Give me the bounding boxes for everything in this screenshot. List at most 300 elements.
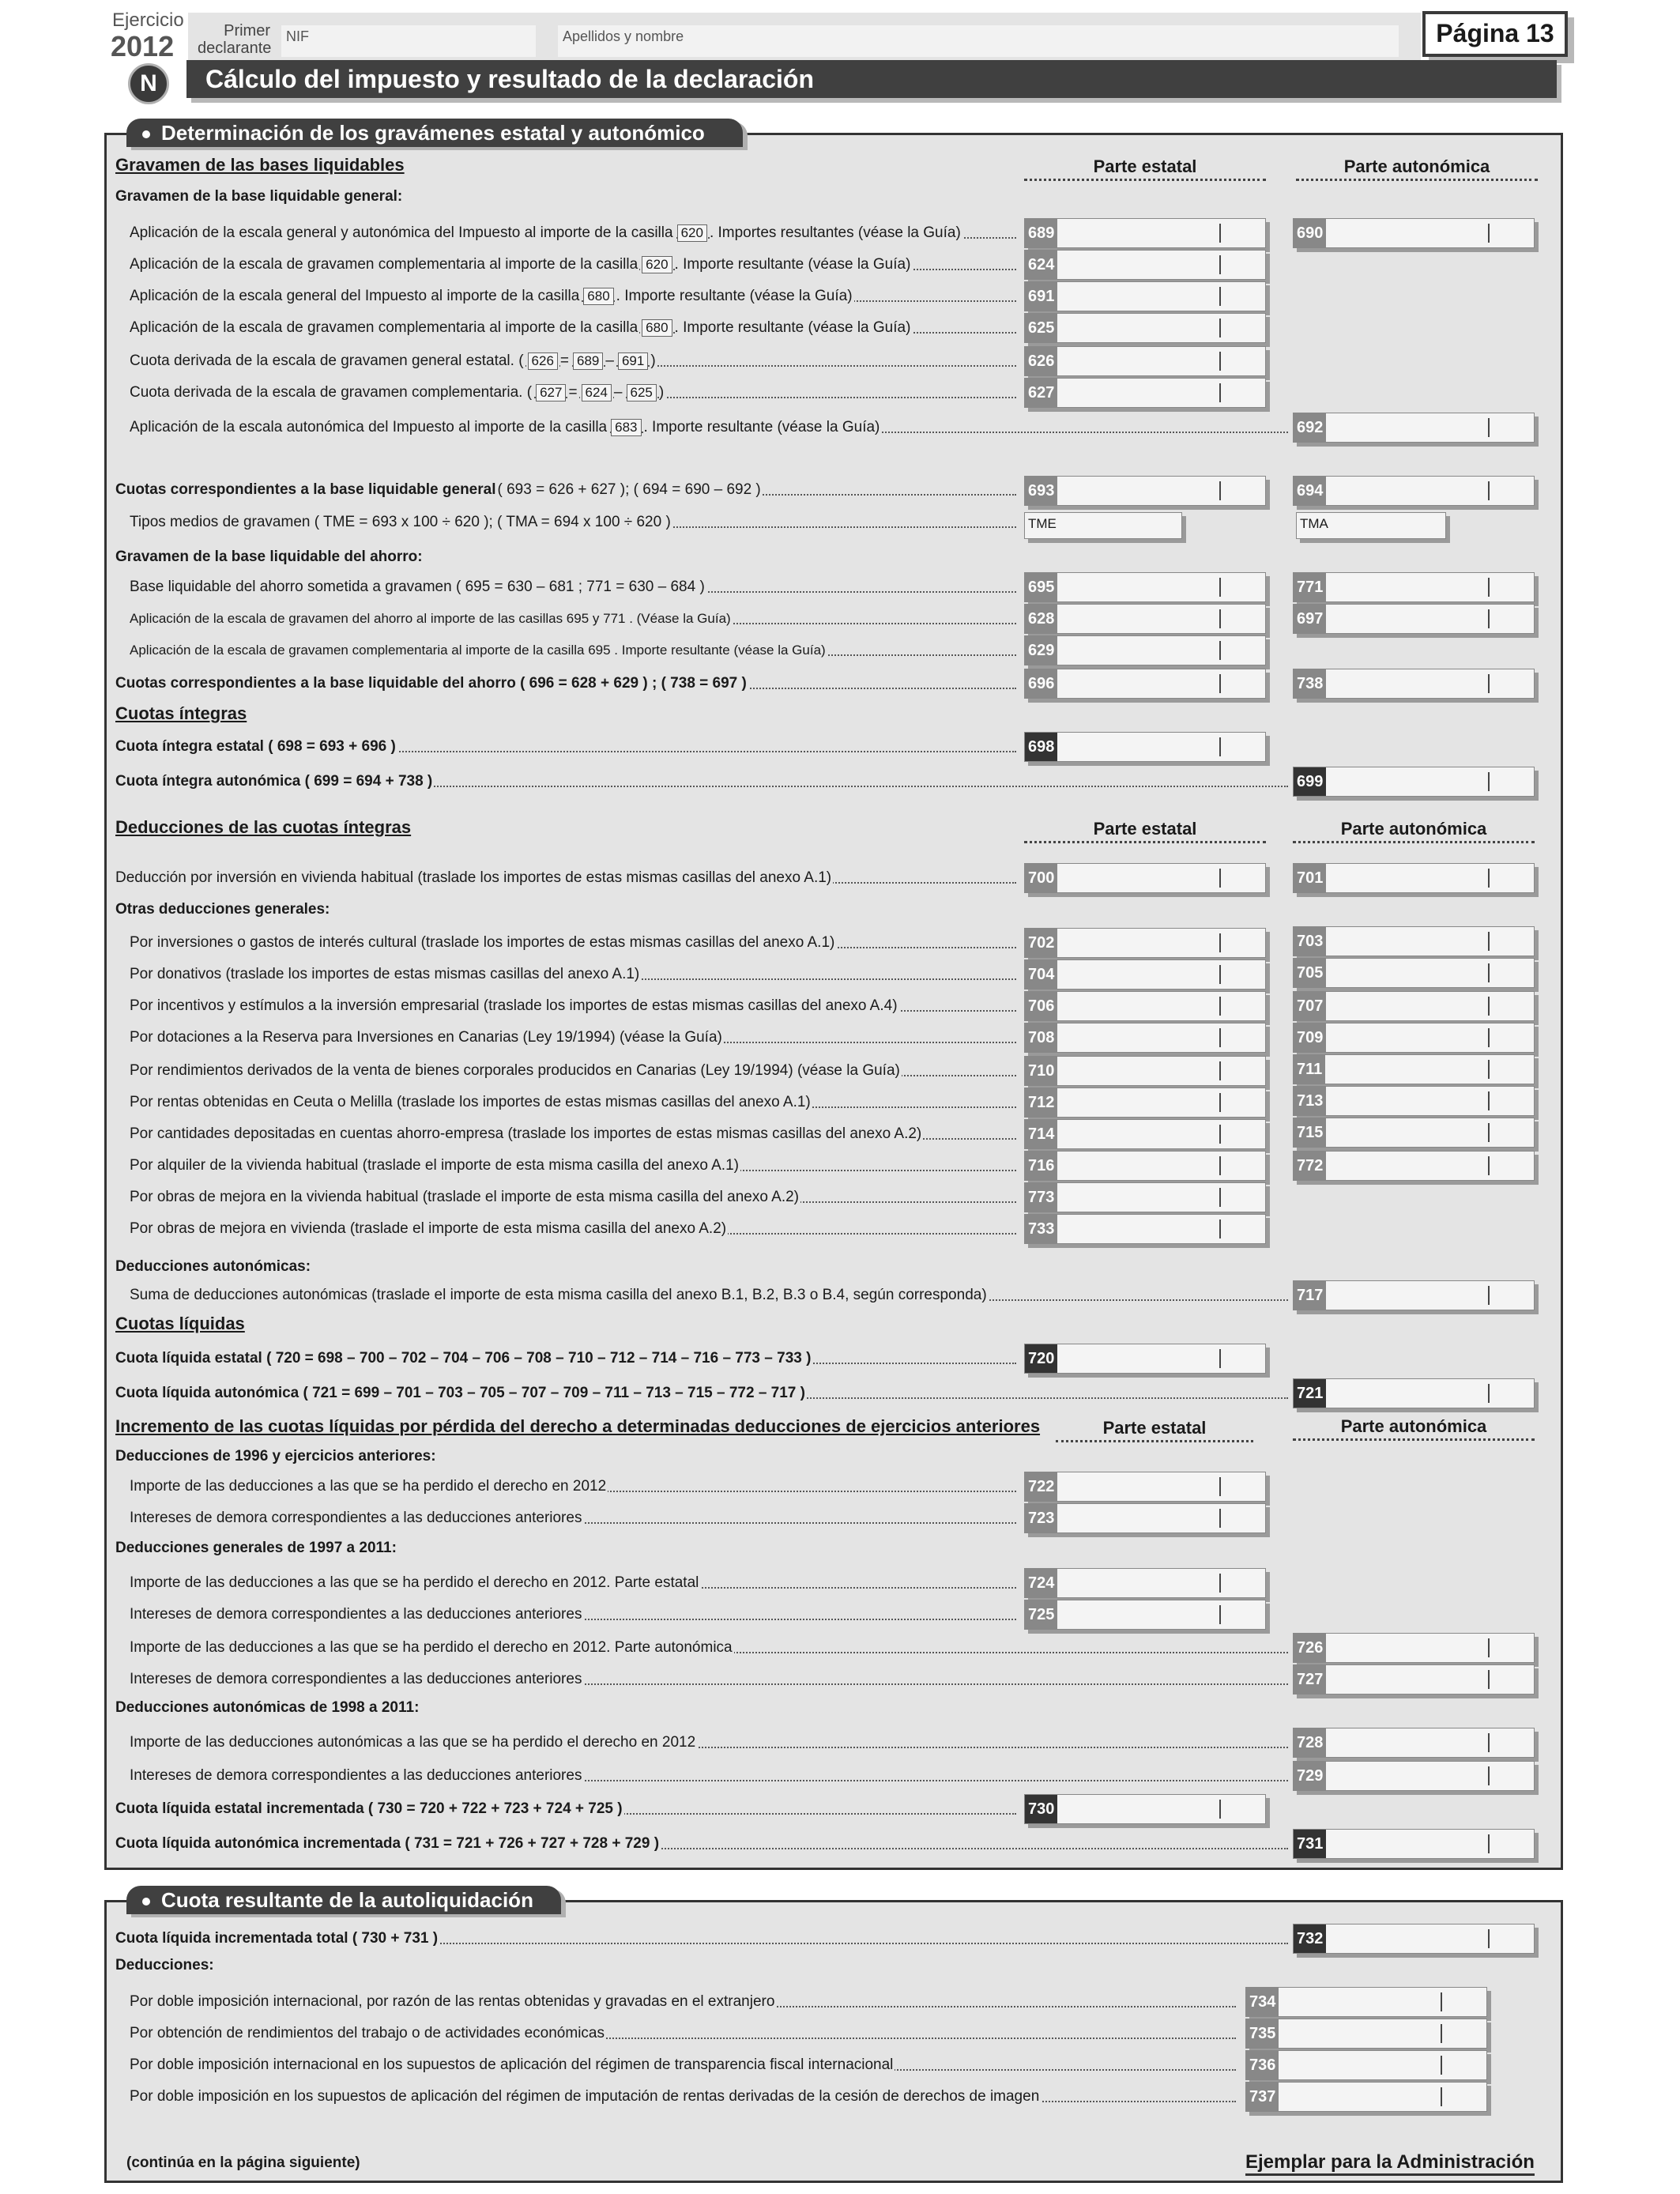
deduccion-vivienda-text: Deducción por inversión en vivienda habitual (traslade los importes de estas mismas casillas del anexo A.1) <box>115 869 832 886</box>
casilla-701-number: 701 <box>1294 864 1326 892</box>
casilla-692[interactable] <box>1293 413 1535 443</box>
casilla-690[interactable] <box>1293 218 1535 248</box>
casilla-726[interactable] <box>1293 1633 1535 1663</box>
decimal-separator <box>1488 1060 1490 1079</box>
otras-line-9-text: Por obras de mejora en la vivienda habitual (traslade el importe de esta misma casilla del anexo A.2) <box>130 1189 800 1205</box>
casilla-703[interactable] <box>1293 926 1535 956</box>
decimal-separator <box>1219 578 1221 597</box>
decimal-separator <box>1219 287 1221 306</box>
casilla-693-number: 693 <box>1025 477 1057 505</box>
casilla-736-number: 736 <box>1246 2051 1279 2079</box>
casilla-706-number: 706 <box>1025 992 1057 1020</box>
decimal-separator <box>1219 481 1221 500</box>
casilla-730-number: 730 <box>1025 1795 1057 1823</box>
cuotas-general-text: Cuotas correspondientes a la base liquidable general <box>115 481 496 498</box>
ahorro-line-2-text: Aplicación de la escala de gravamen del ahorro al importe de las casillas 695 y 771 . (Véase la Guía) <box>130 611 731 626</box>
casilla-694-number: 694 <box>1294 477 1326 505</box>
decimal-separator <box>1219 965 1221 984</box>
casilla-698[interactable] <box>1024 732 1266 762</box>
sec2-line-4-text: Por doble imposición en los supuestos de aplicación del régimen de imputación de rentas derivadas de la cesión de derechos de imagen <box>130 2088 1040 2105</box>
general-line-5 <box>130 351 1016 371</box>
ded-1997-line-4 <box>130 1669 1288 1690</box>
ded-1997-line-3 <box>130 1638 1288 1658</box>
apellidos-field[interactable]: Apellidos y nombre <box>558 25 1399 57</box>
casilla-629[interactable] <box>1024 635 1266 665</box>
otras-line-2 <box>130 964 1016 985</box>
general-line-1-ref-1: 620 <box>677 224 707 242</box>
ded-1998-heading: Deducciones autonómicas de 1998 a 2011: <box>115 1699 420 1716</box>
casilla-736[interactable] <box>1245 2050 1487 2080</box>
sec2-line-3-text: Por doble imposición internacional en los supuestos de aplicación del régimen de transparencia fiscal internacional <box>130 2056 894 2073</box>
section-gravamenes-title-text: Determinación de los gravámenes estatal y autonómico <box>161 121 705 145</box>
decimal-separator <box>1441 1992 1442 2011</box>
general-line-1-text: Aplicación de la escala general y autonómica del Impuesto al importe de la casilla <box>130 224 673 241</box>
decimal-separator <box>1219 1156 1221 1175</box>
ded-1997-line-1-text: Importe de las deducciones a las que se ha perdido el derecho en 2012. Parte estatal <box>130 1574 699 1591</box>
casilla-734[interactable] <box>1245 1987 1487 2017</box>
general-line-6-ref-4: – <box>613 384 623 401</box>
total-line <box>115 1928 1288 1949</box>
casilla-731[interactable] <box>1293 1829 1535 1859</box>
casilla-735-number: 735 <box>1246 2019 1279 2048</box>
ahorro-line-3-text: Aplicación de la escala de gravamen complementaria al importe de la casilla 695 . Importe resultante (véase la Guía) <box>130 643 826 658</box>
decimal-separator <box>1488 578 1490 597</box>
tme-field[interactable] <box>1024 512 1182 539</box>
casilla-694[interactable] <box>1293 476 1535 506</box>
cuota-liquida-estatal-text: Cuota líquida estatal ( 720 = 698 – 700 – 702 – 704 – 706 – 708 – 710 – 712 – 714 – 716 – 773 – 733 ) <box>115 1350 812 1367</box>
casilla-709[interactable] <box>1293 1023 1535 1053</box>
casilla-723[interactable] <box>1024 1503 1266 1533</box>
casilla-722-number: 722 <box>1025 1472 1057 1501</box>
decimal-separator <box>1488 418 1490 437</box>
general-line-1-tail: . Importes resultantes (véase la Guía) <box>709 224 961 241</box>
decimal-separator <box>1488 674 1490 693</box>
otras-line-10-text: Por obras de mejora en vivienda (traslade el importe de esta misma casilla del anexo A.2) <box>130 1220 727 1237</box>
decimal-separator <box>1488 963 1490 982</box>
cuota-liquida-autonomica-text: Cuota líquida autonómica ( 721 = 699 – 701 – 703 – 705 – 707 – 709 – 711 – 713 – 715 – 772 – 717 ) <box>115 1385 805 1401</box>
decimal-separator <box>1488 869 1490 888</box>
casilla-724[interactable] <box>1024 1568 1266 1598</box>
general-line-4 <box>130 318 1016 338</box>
casilla-697-number: 697 <box>1294 605 1326 633</box>
cuota-liquida-autonomica-line <box>115 1383 1288 1404</box>
casilla-716-number: 716 <box>1025 1152 1057 1180</box>
casilla-717-number: 717 <box>1294 1281 1326 1310</box>
general-line-7-tail: . Importe resultante (véase la Guía) <box>643 419 880 435</box>
ejercicio-year: 2012 <box>111 30 175 62</box>
ejercicio-label: Ejercicio <box>112 9 184 31</box>
otras-line-6 <box>130 1092 1016 1113</box>
otras-line-5 <box>130 1061 1016 1081</box>
casilla-710-number: 710 <box>1025 1057 1057 1085</box>
cuotas-ahorro-line <box>115 673 1016 694</box>
gravamen-ahorro-heading: Gravamen de la base liquidable del ahorro: <box>115 548 423 565</box>
casilla-696-number: 696 <box>1025 669 1057 698</box>
sec2-line-2 <box>130 2023 1236 2044</box>
casilla-729-number: 729 <box>1294 1762 1326 1790</box>
otras-line-8-text: Por alquiler de la vivienda habitual (traslade el importe de esta misma casilla del anexo A.1) <box>130 1157 739 1174</box>
general-line-6-tail: ) <box>658 384 665 401</box>
casilla-705[interactable] <box>1293 958 1535 988</box>
casilla-732-number: 732 <box>1294 1924 1326 1953</box>
casilla-699-number: 699 <box>1294 767 1326 796</box>
casilla-729[interactable] <box>1293 1761 1535 1791</box>
casilla-737-number: 737 <box>1246 2083 1279 2111</box>
decimal-separator <box>1219 737 1221 756</box>
decimal-separator <box>1219 1093 1221 1112</box>
cuotas-ahorro-text: Cuotas correspondientes a la base liquidable del ahorro ( 696 = 628 + 629 ) ; ( 738 = 697 ) <box>115 675 747 692</box>
casilla-717[interactable] <box>1293 1280 1535 1310</box>
primer-declarante-label: Primer declarante <box>198 22 272 57</box>
casilla-725-number: 725 <box>1025 1600 1057 1629</box>
ded-1997-heading: Deducciones generales de 1997 a 2011: <box>115 1540 397 1556</box>
casilla-698-number: 698 <box>1025 733 1057 761</box>
decimal-separator <box>1219 319 1221 337</box>
casilla-708[interactable] <box>1024 1023 1266 1053</box>
decimal-separator <box>1219 1605 1221 1624</box>
otras-line-4-text: Por dotaciones a la Reserva para Inversiones en Canarias (Ley 19/1994) (véase la Guía) <box>130 1029 722 1046</box>
ded-1998-line-1-text: Importe de las deducciones autonómicas a las que se ha perdido el derecho en 2012 <box>130 1734 696 1751</box>
general-line-2-tail: . Importe resultante (véase la Guía) <box>674 256 911 273</box>
otras-line-3 <box>130 996 1016 1016</box>
decimal-separator <box>1441 2087 1442 2106</box>
casilla-706[interactable] <box>1024 991 1266 1021</box>
casilla-702-number: 702 <box>1025 929 1057 957</box>
otras-line-8 <box>130 1155 1016 1176</box>
casilla-700[interactable] <box>1024 863 1266 893</box>
decimal-separator <box>1219 641 1221 660</box>
general-line-7 <box>130 417 1288 438</box>
casilla-708-number: 708 <box>1025 1023 1057 1052</box>
general-line-5-ref-5: 691 <box>618 352 648 370</box>
general-line-6-ref-1: 627 <box>536 384 566 401</box>
casilla-704-number: 704 <box>1025 960 1057 989</box>
otras-line-5-text: Por rendimientos derivados de la venta de bienes corporales producidos en Canarias (Ley 19/1994) (véase la Guía) <box>130 1062 900 1079</box>
casilla-738[interactable] <box>1293 669 1535 699</box>
casilla-734-number: 734 <box>1246 1988 1279 2016</box>
section-letter-badge: N <box>128 63 169 104</box>
general-line-5-ref-2: = <box>559 352 570 369</box>
cuota-integra-estatal-text: Cuota íntegra estatal ( 698 = 693 + 696 ) <box>115 738 396 755</box>
section-gravamenes-title <box>126 119 743 147</box>
casilla-732[interactable] <box>1293 1924 1535 1954</box>
casilla-724-number: 724 <box>1025 1569 1057 1597</box>
cuota-autonomica-incrementada-line <box>115 1834 1288 1854</box>
casilla-702[interactable] <box>1024 928 1266 958</box>
otras-line-4 <box>130 1027 1016 1048</box>
casilla-705-number: 705 <box>1294 959 1326 987</box>
casilla-771-number: 771 <box>1294 573 1326 601</box>
casilla-712-number: 712 <box>1025 1088 1057 1117</box>
decimal-separator <box>1488 1156 1490 1175</box>
ded-1998-line-2 <box>130 1766 1288 1786</box>
decimal-separator <box>1219 1028 1221 1047</box>
casilla-627[interactable] <box>1024 378 1266 408</box>
general-line-6-text: Cuota derivada de la escala de gravamen complementaria. ( <box>130 384 533 401</box>
cuota-integra-estatal-line <box>115 737 1016 757</box>
casilla-628[interactable] <box>1024 604 1266 634</box>
decimal-separator <box>1219 997 1221 1016</box>
casilla-691[interactable] <box>1024 281 1266 311</box>
section-cuota-resultante-title-text: Cuota resultante de la autoliquidación <box>161 1888 533 1912</box>
casilla-707-number: 707 <box>1294 992 1326 1020</box>
casilla-722[interactable] <box>1024 1472 1266 1502</box>
col-estatal-header-2: Parte estatal <box>1024 819 1266 843</box>
casilla-720-number: 720 <box>1025 1344 1057 1373</box>
decimal-separator <box>1488 997 1490 1016</box>
casilla-710[interactable] <box>1024 1056 1266 1086</box>
decimal-separator <box>1488 772 1490 791</box>
ded-1996-line-2 <box>130 1508 1016 1529</box>
casilla-689[interactable] <box>1024 218 1266 248</box>
casilla-733[interactable] <box>1024 1214 1266 1244</box>
ded-1997-line-4-text: Intereses de demora correspondientes a las deducciones anteriores <box>130 1671 582 1687</box>
casilla-721-number: 721 <box>1294 1379 1326 1408</box>
decimal-separator <box>1219 1574 1221 1593</box>
bullet-icon <box>142 130 150 138</box>
casilla-628-number: 628 <box>1025 605 1057 633</box>
casilla-711[interactable] <box>1293 1054 1535 1084</box>
general-line-1 <box>130 223 1016 243</box>
sec2-line-2-text: Por obtención de rendimientos del trabajo o de actividades económicas <box>130 2025 605 2041</box>
decimal-separator <box>1488 932 1490 951</box>
casilla-690-number: 690 <box>1294 219 1326 247</box>
casilla-714[interactable] <box>1024 1119 1266 1149</box>
otras-line-2-text: Por donativos (traslade los importes de estas mismas casillas del anexo A.1) <box>130 966 640 982</box>
casilla-695[interactable] <box>1024 572 1266 602</box>
casilla-629-number: 629 <box>1025 636 1057 665</box>
general-line-7-text: Aplicación de la escala autonómica del Impuesto al importe de la casilla <box>130 419 608 435</box>
decimal-separator <box>1488 1834 1490 1853</box>
general-line-6-ref-3: 624 <box>582 384 612 401</box>
general-line-6-ref-2: = <box>568 384 578 401</box>
ded-1997-line-1 <box>130 1573 1016 1593</box>
cuotas-general-formula: ( 693 = 626 + 627 ); ( 694 = 690 – 692 ) <box>497 481 761 498</box>
tma-label: TMA <box>1300 516 1328 531</box>
ahorro-line-2 <box>130 609 1016 629</box>
decimal-separator <box>1219 255 1221 274</box>
cuotas-general-line <box>115 480 1016 500</box>
decimal-separator <box>1488 224 1490 243</box>
decimal-separator <box>1219 1509 1221 1528</box>
decimal-separator <box>1488 481 1490 500</box>
cuota-integra-autonomica-line <box>115 771 1288 792</box>
decimal-separator <box>1219 869 1221 888</box>
general-line-4-ref-1: 680 <box>642 319 672 337</box>
otras-line-10 <box>130 1219 1016 1239</box>
casilla-693[interactable] <box>1024 476 1266 506</box>
ded-1996-line-1 <box>130 1476 1016 1497</box>
casilla-624[interactable] <box>1024 250 1266 280</box>
decimal-separator <box>1488 1766 1490 1785</box>
ahorro-line-3 <box>130 640 1016 661</box>
casilla-707[interactable] <box>1293 991 1535 1021</box>
tipos-medios-text: Tipos medios de gravamen ( TME = 693 x 100 ÷ 620 ); ( TMA = 694 x 100 ÷ 620 ) <box>130 514 671 530</box>
general-line-5-ref-3: 689 <box>573 352 603 370</box>
deduccion-vivienda-line <box>115 868 1016 888</box>
casilla-715[interactable] <box>1293 1118 1535 1148</box>
casilla-771[interactable] <box>1293 572 1535 602</box>
casilla-720[interactable] <box>1024 1344 1266 1374</box>
casilla-731-number: 731 <box>1294 1830 1326 1858</box>
suma-autonomicas-line <box>130 1285 1288 1306</box>
casilla-696[interactable] <box>1024 669 1266 699</box>
general-line-5-ref-1: 626 <box>528 352 558 370</box>
casilla-626-number: 626 <box>1025 347 1057 375</box>
ded-1998-line-1 <box>130 1732 1288 1753</box>
general-line-6-ref-5: 625 <box>627 384 657 401</box>
cuotas-integras-heading: Cuotas íntegras <box>115 703 247 723</box>
general-line-2-ref-1: 620 <box>642 256 672 273</box>
decimal-separator <box>1488 1733 1490 1752</box>
gravamen-bases-heading: Gravamen de las bases liquidables <box>115 155 405 175</box>
tme-label: TME <box>1028 516 1057 531</box>
casilla-725[interactable] <box>1024 1600 1266 1630</box>
casilla-730[interactable] <box>1024 1794 1266 1824</box>
suma-autonomicas-text: Suma de deducciones autonómicas (traslade el importe de esta misma casilla del anexo B.1, B.2, B.3 o B.4, según corresponda) <box>130 1287 987 1303</box>
casilla-699[interactable] <box>1293 767 1535 797</box>
otras-line-1-text: Por inversiones o gastos de interés cultural (traslade los importes de estas mismas casillas del anexo A.1) <box>130 934 835 951</box>
decimal-separator <box>1219 609 1221 628</box>
casilla-625[interactable] <box>1024 313 1266 343</box>
casilla-737[interactable] <box>1245 2082 1487 2112</box>
casilla-728[interactable] <box>1293 1728 1535 1758</box>
casilla-627-number: 627 <box>1025 379 1057 407</box>
decimal-separator <box>1219 933 1221 952</box>
deducciones-cuotas-heading: Deducciones de las cuotas íntegras <box>115 817 412 837</box>
casilla-711-number: 711 <box>1294 1055 1325 1084</box>
decimal-separator <box>1441 2056 1442 2075</box>
footer-ejemplar: Ejemplar para la Administración <box>1245 2151 1535 2176</box>
decimal-separator <box>1488 1670 1490 1689</box>
casilla-715-number: 715 <box>1294 1118 1326 1147</box>
casilla-727-number: 727 <box>1294 1665 1326 1694</box>
cuota-integra-autonomica-text: Cuota íntegra autonómica ( 699 = 694 + 738 ) <box>115 773 433 790</box>
general-line-5-ref-4: – <box>605 352 614 369</box>
ded-1998-line-2-text: Intereses de demora correspondientes a las deducciones anteriores <box>130 1767 582 1784</box>
casilla-772[interactable] <box>1293 1151 1535 1181</box>
casilla-726-number: 726 <box>1294 1634 1326 1662</box>
gravamen-general-heading: Gravamen de la base liquidable general: <box>115 188 403 205</box>
casilla-773[interactable] <box>1024 1182 1266 1212</box>
casilla-772-number: 772 <box>1294 1152 1326 1180</box>
bullet-icon <box>142 1898 150 1906</box>
casilla-712[interactable] <box>1024 1088 1266 1118</box>
casilla-714-number: 714 <box>1025 1120 1057 1148</box>
ded-1996-heading: Deducciones de 1996 y ejercicios anteriores: <box>115 1448 436 1465</box>
casilla-701[interactable] <box>1293 863 1535 893</box>
deducciones-heading: Deducciones: <box>115 1957 214 1973</box>
casilla-691-number: 691 <box>1025 282 1057 311</box>
decimal-separator <box>1219 1188 1221 1207</box>
casilla-723-number: 723 <box>1025 1504 1057 1532</box>
decimal-separator <box>1219 674 1221 693</box>
decimal-separator <box>1219 383 1221 402</box>
col-estatal-header-3: Parte estatal <box>1056 1418 1253 1442</box>
casilla-625-number: 625 <box>1025 314 1057 342</box>
general-line-2-text: Aplicación de la escala de gravamen complementaria al importe de la casilla <box>130 256 638 273</box>
otras-line-1 <box>130 933 1016 953</box>
cuota-liquida-estatal-line <box>115 1348 1016 1369</box>
decimal-separator <box>1219 1125 1221 1144</box>
decimal-separator <box>1219 352 1221 371</box>
general-line-4-text: Aplicación de la escala de gravamen complementaria al importe de la casilla <box>130 319 638 336</box>
section-cuota-resultante-title <box>126 1886 561 1914</box>
sec2-line-1 <box>130 1992 1236 2012</box>
casilla-692-number: 692 <box>1294 413 1326 442</box>
decimal-separator <box>1488 1123 1490 1142</box>
decimal-separator <box>1488 1091 1490 1110</box>
general-line-4-tail: . Importe resultante (véase la Guía) <box>674 319 911 336</box>
decimal-separator <box>1488 1929 1490 1948</box>
otras-line-9 <box>130 1187 1016 1208</box>
casilla-716[interactable] <box>1024 1151 1266 1181</box>
col-autonomica-header: Parte autonómica <box>1296 156 1538 181</box>
otras-deducciones-heading: Otras deducciones generales: <box>115 901 330 918</box>
casilla-735[interactable] <box>1245 2019 1487 2049</box>
casilla-713[interactable] <box>1293 1086 1535 1116</box>
sec2-line-4 <box>130 2087 1236 2107</box>
ded-1997-line-3-text: Importe de las deducciones a las que se ha perdido el derecho en 2012. Parte autonómica <box>130 1639 733 1656</box>
ded-1997-line-2 <box>130 1604 1016 1625</box>
casilla-728-number: 728 <box>1294 1728 1326 1757</box>
casilla-697[interactable] <box>1293 604 1535 634</box>
decimal-separator <box>1219 1061 1221 1080</box>
casilla-709-number: 709 <box>1294 1023 1326 1052</box>
cuota-autonomica-incrementada-text: Cuota líquida autonómica incrementada ( 731 = 721 + 726 + 727 + 728 + 729 ) <box>115 1835 660 1852</box>
cuota-estatal-incrementada-line <box>115 1799 1016 1819</box>
casilla-738-number: 738 <box>1294 669 1326 698</box>
casilla-700-number: 700 <box>1025 864 1057 892</box>
decimal-separator <box>1488 1028 1490 1047</box>
casilla-727[interactable] <box>1293 1664 1535 1695</box>
tma-field[interactable] <box>1296 512 1446 539</box>
ded-1996-line-1-text: Importe de las deducciones a las que se ha perdido el derecho en 2012 <box>130 1478 607 1495</box>
decimal-separator <box>1219 1800 1221 1819</box>
nif-field[interactable]: NIF <box>281 25 536 57</box>
general-line-7-ref-1: 683 <box>611 419 641 436</box>
casilla-689-number: 689 <box>1025 219 1057 247</box>
ded-1996-line-2-text: Intereses de demora correspondientes a las deducciones anteriores <box>130 1510 582 1526</box>
casilla-721[interactable] <box>1293 1378 1535 1408</box>
sec2-line-1-text: Por doble imposición internacional, por razón de las rentas obtenidas y gravadas en el extranjero <box>130 1993 775 2010</box>
sec2-line-3 <box>130 2055 1236 2075</box>
general-line-3 <box>130 286 1016 307</box>
ahorro-line-1-text: Base liquidable del ahorro sometida a gravamen ( 695 = 630 – 681 ; 771 = 630 – 684 ) <box>130 579 705 595</box>
casilla-713-number: 713 <box>1294 1087 1326 1115</box>
decimal-separator <box>1219 224 1221 243</box>
casilla-704[interactable] <box>1024 959 1266 990</box>
col-autonomica-header-3: Parte autonómica <box>1293 1416 1535 1441</box>
otras-line-6-text: Por rentas obtenidas en Ceuta o Melilla (traslade los importes de estas mismas casillas del anexo A.1) <box>130 1094 811 1110</box>
col-autonomica-header-2: Parte autonómica <box>1293 819 1535 843</box>
decimal-separator <box>1441 2024 1442 2043</box>
casilla-624-number: 624 <box>1025 251 1057 279</box>
ahorro-line-1 <box>130 577 1016 598</box>
cuota-estatal-incrementada-text: Cuota líquida estatal incrementada ( 730 = 720 + 722 + 723 + 724 + 725 ) <box>115 1800 623 1817</box>
decimal-separator <box>1219 1349 1221 1368</box>
deducciones-autonomicas-heading: Deducciones autonómicas: <box>115 1258 311 1275</box>
general-line-3-ref-1: 680 <box>583 288 613 305</box>
otras-line-7-text: Por cantidades depositadas en cuentas ahorro-empresa (traslade los importes de estas mismas casillas del anexo A.2) <box>130 1125 922 1142</box>
casilla-626[interactable] <box>1024 346 1266 376</box>
general-line-5-tail: ) <box>650 352 656 369</box>
decimal-separator <box>1219 1477 1221 1496</box>
decimal-separator <box>1488 1286 1490 1305</box>
page-title: Cálculo del impuesto y resultado de la declaración <box>186 60 1557 98</box>
continua-note: (continúa en la página siguiente) <box>126 2154 360 2171</box>
tipos-medios-line <box>130 512 1016 533</box>
